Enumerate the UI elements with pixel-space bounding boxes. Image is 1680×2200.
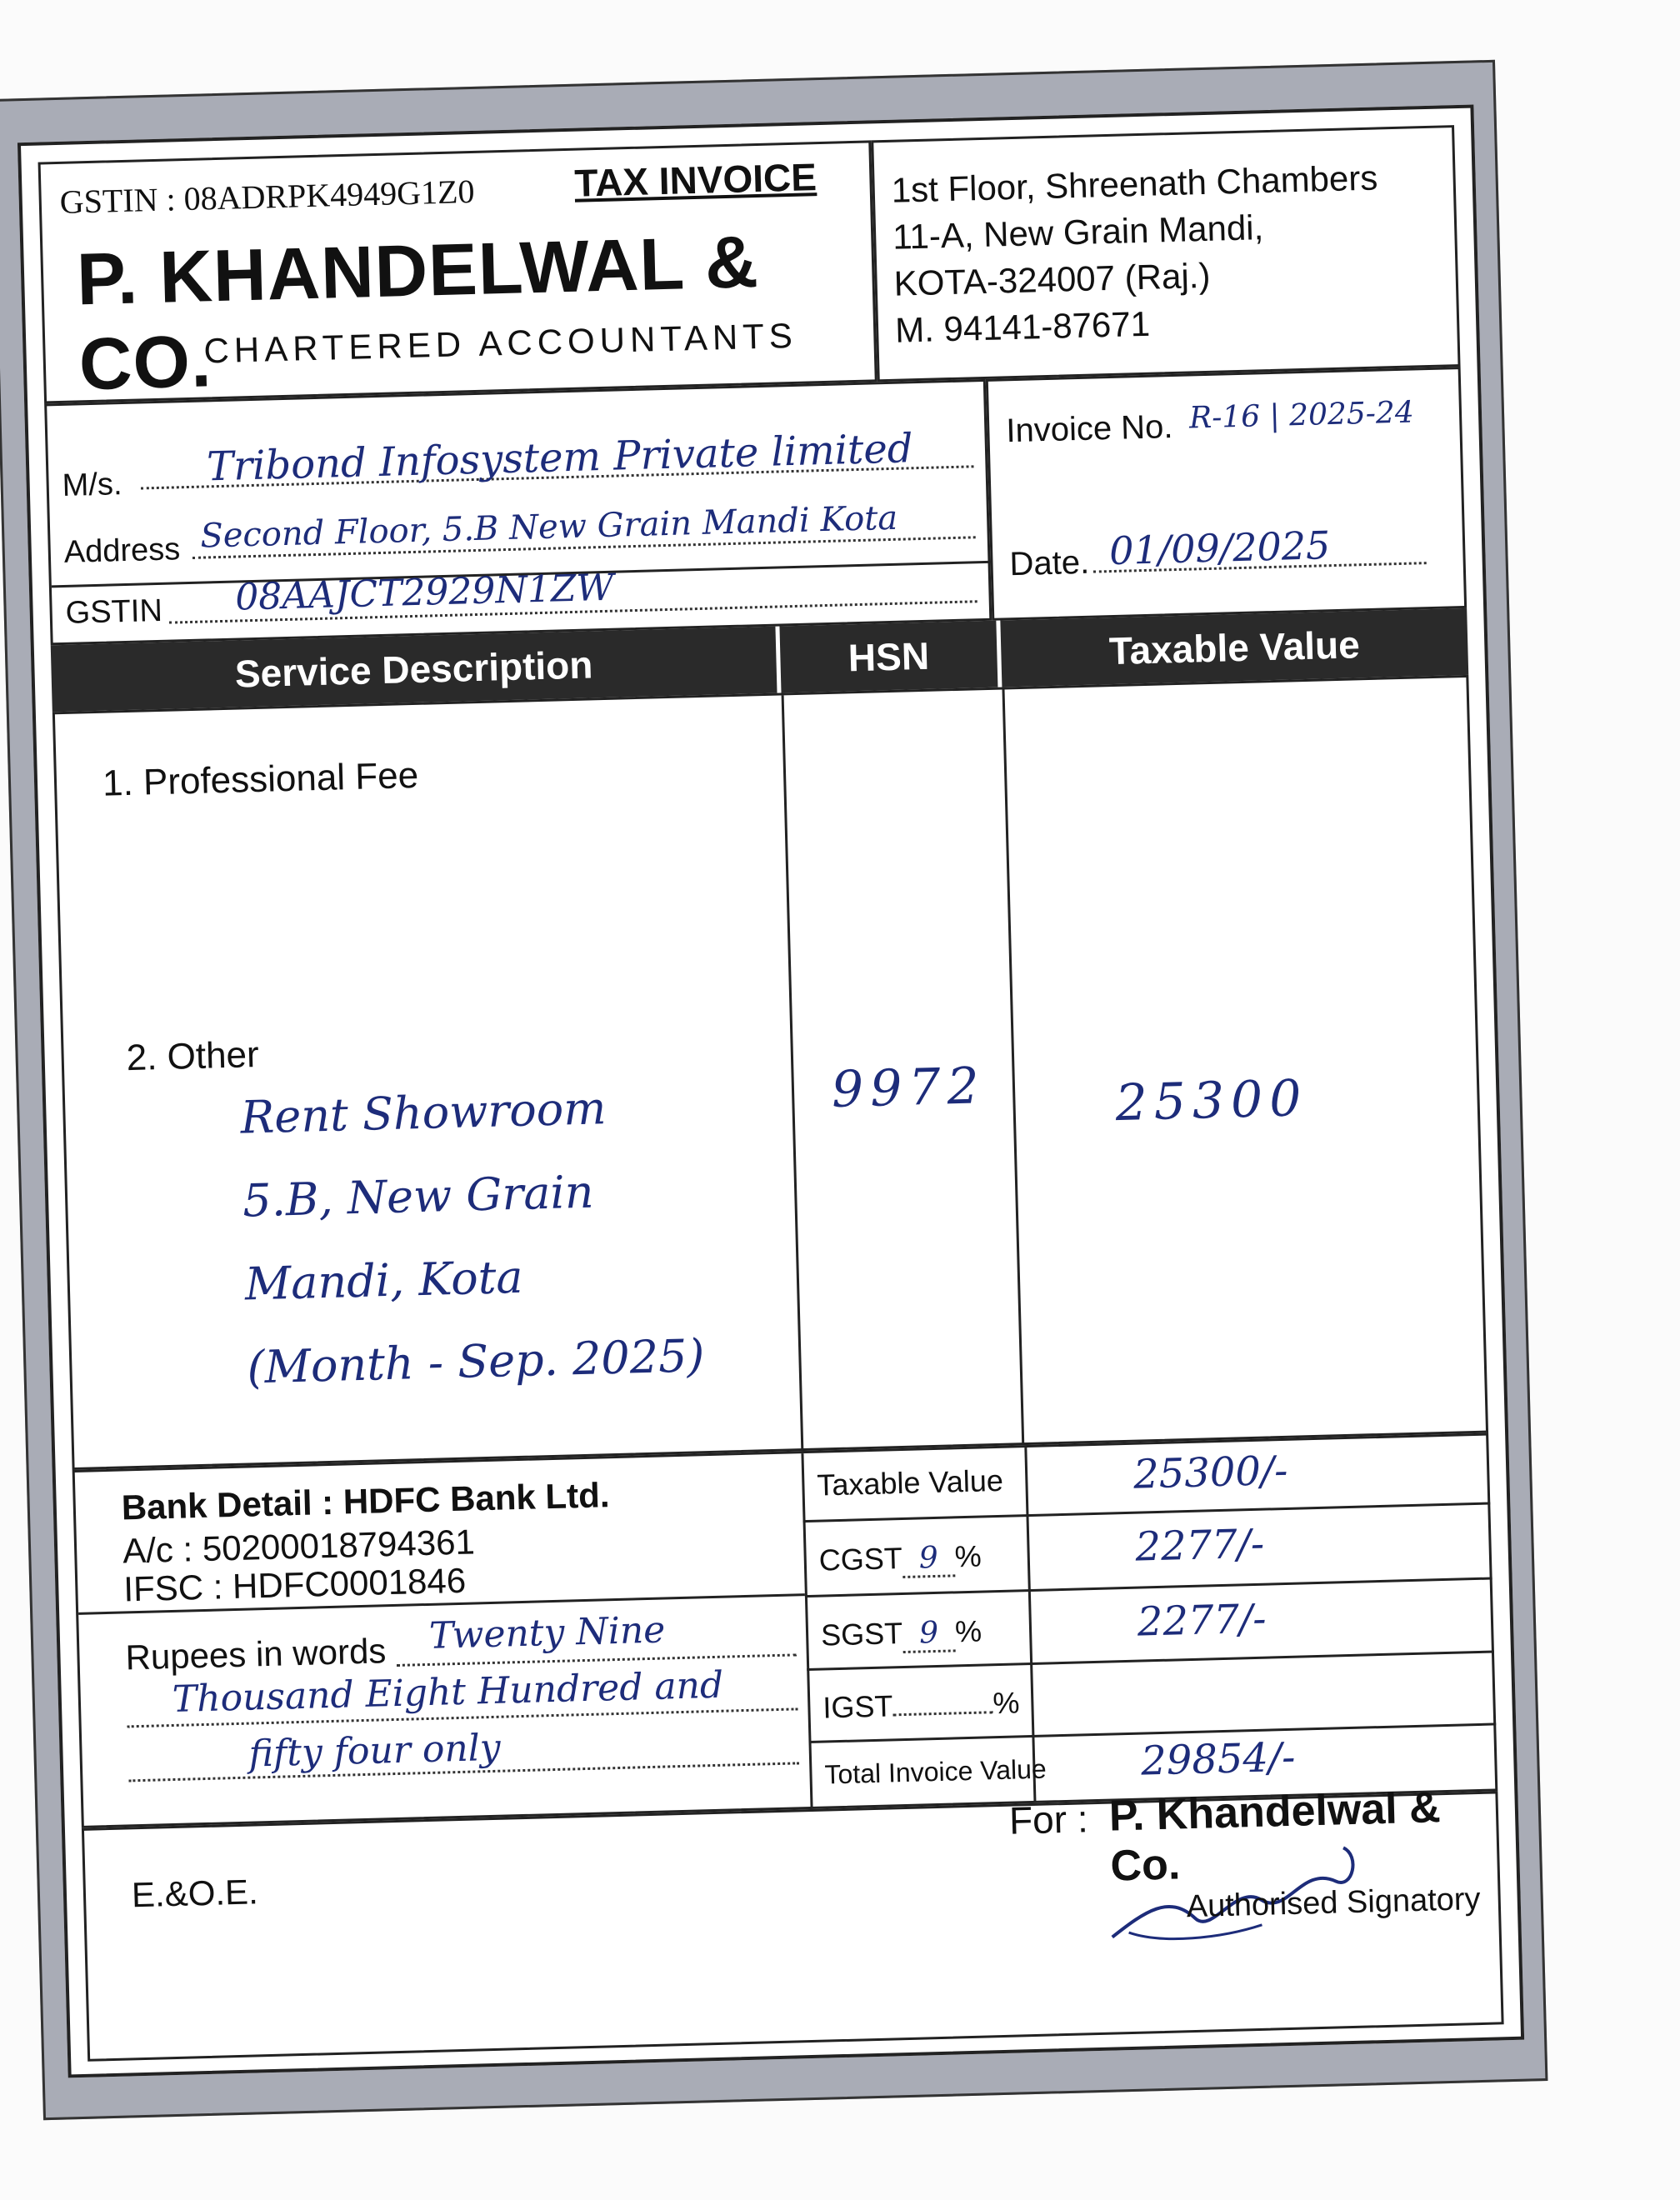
invoice-meta-box [986, 367, 1467, 621]
sgst-label-a: SGST [820, 1616, 903, 1652]
sgst-rate: 9 [902, 1615, 956, 1653]
cgst-label-b: % [954, 1538, 982, 1574]
bank-ifsc: IFSC : HDFC0001846 [122, 1560, 467, 1609]
phone-line: M. 94141-87671 [894, 303, 1151, 350]
party-box [44, 379, 992, 645]
col-header-taxable-value: Taxable Value [1000, 608, 1468, 688]
totals-divider [1024, 1448, 1036, 1802]
invoice-paper [18, 104, 1524, 2078]
col-header-description: Service Description [51, 627, 778, 712]
bank-account: A/c : 50200018794361 [122, 1522, 476, 1571]
cgst-label-a: CGST [818, 1541, 903, 1578]
bank-title: Bank Detail : HDFC Bank Ltd. [121, 1475, 610, 1528]
sgst-label [821, 1614, 982, 1653]
words-label: Rupees in words [124, 1631, 387, 1678]
gstin-value: 08AAJCT2929N1ZW [234, 566, 615, 619]
sgst-label-b: % [954, 1613, 982, 1649]
words-line1: Twenty Nine [428, 1608, 666, 1658]
eoe-text: E.&O.E. [131, 1872, 259, 1915]
address-line: 1st Floor, Shreenath Chambers [891, 158, 1378, 210]
date-label: Date. [1009, 543, 1090, 583]
sgst-value: 2277/- [1137, 1595, 1268, 1646]
address-value: Second Floor, 5.B New Grain Mandi Kota [199, 498, 898, 556]
igst-label-b: % [992, 1685, 1020, 1721]
footer-box [82, 1783, 1504, 2061]
totals-row-line [805, 1577, 1492, 1598]
firm-name: P. KHANDELWAL & CO. [75, 220, 760, 406]
bottom-section [72, 1433, 1498, 1828]
cgst-value: 2277/- [1134, 1520, 1265, 1571]
igst-label [822, 1685, 1020, 1725]
taxable-value: 25300 [1114, 1069, 1309, 1133]
ms-label: M/s. [62, 467, 123, 503]
col-header-hsn: HSN [779, 621, 998, 693]
invoice-frame [0, 60, 1548, 2120]
ms-value: Tribond Infosystem Private limited [206, 425, 914, 491]
desc-line: 5.B, New Grain [242, 1165, 595, 1228]
taxable-total-value: 25300/- [1132, 1447, 1288, 1498]
desc-line: (Month - Sep. 2025) [246, 1329, 706, 1394]
item-other-description [239, 1064, 705, 1409]
words-line3: fifty four only [248, 1726, 502, 1776]
desc-line: Mandi, Kota [244, 1250, 524, 1311]
col-divider [1002, 689, 1025, 1443]
totals-row-line [803, 1502, 1491, 1523]
items-table [52, 675, 1488, 1470]
total-invoice-value: 29854/- [1140, 1733, 1297, 1785]
cgst-rate: 9 [902, 1540, 955, 1578]
address-line: 11-A, New Grain Mandi, [892, 208, 1264, 257]
authorised-signatory: Authorised Signatory [1186, 1881, 1482, 1925]
firm-address [891, 155, 1382, 354]
totals-divider [801, 1453, 812, 1808]
for-label: For : [1008, 1797, 1089, 1842]
header-address-box [871, 125, 1460, 382]
address-label: Address [63, 532, 181, 570]
desc-line: Rent Showroom [239, 1082, 608, 1144]
hsn-value: 9972 [831, 1057, 987, 1120]
totals-row-line [807, 1650, 1494, 1671]
date-value: 01/09/2025 [1108, 522, 1331, 574]
igst-label-a: IGST [822, 1688, 893, 1725]
header-firm-box [38, 140, 878, 406]
cgst-label [818, 1539, 982, 1578]
firm-subtitle: CHARTERED ACCOUNTANTS [202, 315, 798, 371]
invoice-no-label: Invoice No. [1005, 408, 1174, 450]
item-professional-fee: 1. Professional Fee [102, 754, 419, 804]
gstin-label: GSTIN [65, 592, 163, 631]
for-firm: P. Khandelwal & Co. [1108, 1783, 1442, 1891]
item-other: 2. Other [126, 1034, 260, 1079]
doc-type-title: TAX INVOICE [573, 155, 818, 205]
total-invoice-label: Total Invoice Value [824, 1753, 1048, 1790]
taxable-label: Taxable Value [816, 1462, 1004, 1502]
invoice-no-value: R-16 | 2025-24 [1188, 395, 1415, 436]
col-divider [782, 695, 804, 1449]
words-line2: Thousand Eight Hundred and [172, 1663, 724, 1721]
address-line: KOTA-324007 (Raj.) [893, 255, 1211, 303]
firm-gstin: GSTIN : 08ADRPK4949G1Z0 [59, 172, 476, 221]
igst-rate-blank [893, 1711, 993, 1716]
